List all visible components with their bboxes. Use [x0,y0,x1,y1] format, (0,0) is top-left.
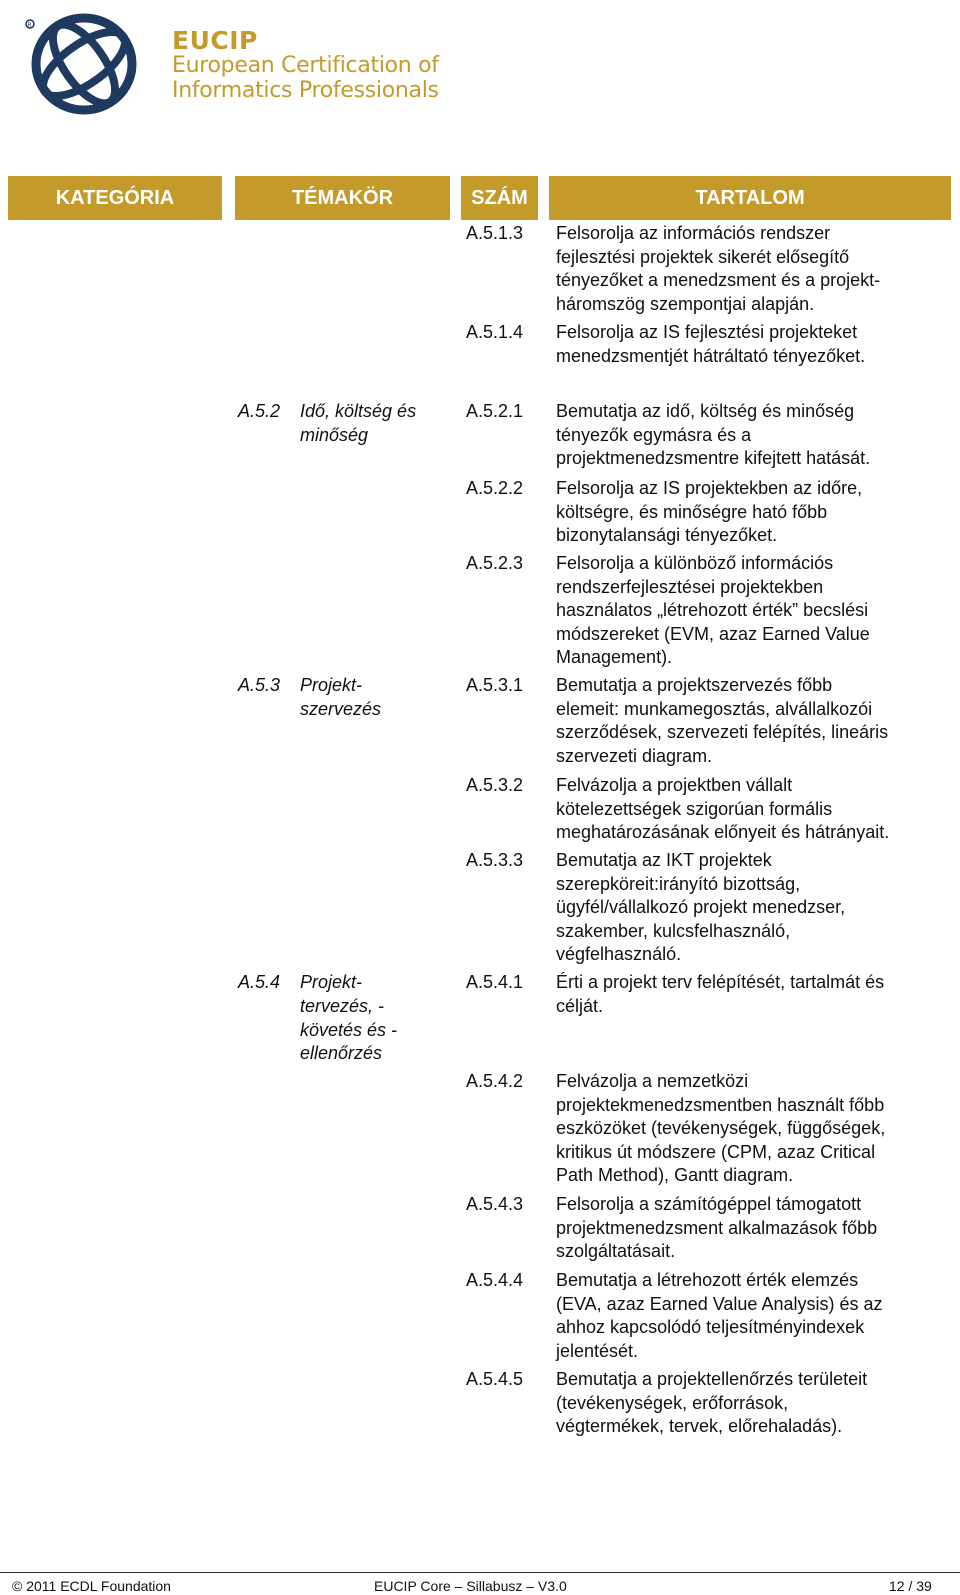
header-kategoria: KATEGÓRIA [8,176,222,220]
logo-subtitle-2: Informatics Professionals [172,78,439,103]
svg-text:R: R [27,22,32,29]
item-text-line: Bemutatja az idő, költség és minőség [556,401,855,421]
item-code: A.5.1.4 [466,322,524,342]
item-text-line: Felsorolja az IS projektekben az időre, [556,478,863,498]
item-text-line: Felvázolja a nemzetközi [556,1071,749,1091]
topic-code: A.5.3 [238,675,281,695]
item-text-line: szerepköreit:irányító bizottság, [556,873,801,894]
topic-title-line: Projekt- [300,972,363,992]
item-text-line: tényezőket a menedzsment és a projekt- [556,270,881,290]
item-text-line: jelentését. [556,1340,639,1361]
header-tartalom: TARTALOM [549,176,951,220]
item-code: A.5.4.5 [466,1369,524,1389]
topic-title-line: Projekt- [300,675,363,695]
item-text-line: bizonytalansági tényezőket. [556,525,778,545]
item-text-line: meghatározásának előnyeit és hátrányait. [556,822,890,842]
topic-title-line: követés és - [300,1020,398,1040]
item-text-line: projektekmenedzsmentben használt főbb [556,1094,885,1115]
item-text-line: Path Method), Gantt diagram. [556,1165,794,1185]
header-szam: SZÁM [461,176,538,220]
item-text-line: Bemutatja a projektszervezés főbb [556,675,833,695]
item-code: A.5.3.1 [466,675,524,695]
item-text-line: Felsorolja a különböző információs [556,553,834,573]
item-text-line: szolgáltatásait. [556,1241,676,1261]
item-code: A.5.3.2 [466,775,524,795]
item-code: A.5.3.3 [466,850,524,870]
item-text-line: fejlesztési projektek sikerét elősegítő [556,246,850,267]
item-text-line: Felsorolja a számítógéppel támogatott [556,1194,862,1214]
item-text-line: elemeit: munkamegosztás, alvállalkozói [556,698,873,719]
item-text-line: költségre, és minőségre ható főbb [556,501,828,522]
footer-copyright: © 2011 ECDL Foundation [12,1578,171,1594]
item-text-line: rendszerfejlesztései projektekben [556,576,824,597]
item-text-line: Felsorolja az IS fejlesztési projekteket [556,322,858,342]
topic-title-line: Idő, költség és [300,401,417,421]
item-text-line: menedzsmentjét hátráltató tényezőket. [556,345,866,366]
footer-divider [0,1572,960,1573]
topic-title-line: szervezés [300,699,382,719]
topic-code: A.5.2 [238,401,281,421]
eucip-logo [22,8,482,118]
item-text-line: módszereket (EVM, azaz Earned Value [556,623,870,644]
item-code: A.5.4.4 [466,1270,524,1290]
item-code: A.5.4.3 [466,1194,524,1214]
item-code: A.5.2.2 [466,478,524,498]
item-text-line: ügyfél/vállalkozó projekt menedzser, [556,897,846,917]
item-text-line: eszközöket (tevékenységek, függőségek, [556,1118,886,1138]
item-text-line: Bemutatja a projektellenőrzés területeit [556,1369,868,1389]
globe-icon [22,8,142,118]
topic-title-line: tervezés, - [300,996,385,1016]
item-text-line: kötelezettségek szigorúan formális [556,798,833,819]
item-text-line: háromszög szempontjai alapján. [556,293,815,314]
item-text-line: szervezeti diagram. [556,745,713,766]
item-code: A.5.2.3 [466,553,524,573]
item-text-line: végfelhasználó. [556,944,682,964]
item-text-line: Bemutatja az IKT projektek [556,850,772,870]
item-text-line: Management). [556,647,673,667]
item-text-line: kritikus út módszere (CPM, azaz Critical [556,1141,876,1162]
item-text-line: célját. [556,995,604,1016]
item-text-line: szerződések, szervezeti felépítés, lineáris [556,722,889,742]
topic-title-line: minőség [300,425,369,445]
item-text-line: szakember, kulcsfelhasználó, [556,920,791,941]
item-text-line: (tevékenységek, erőforrások, [556,1392,789,1413]
logo-subtitle-1: European Certification of [172,53,439,78]
footer-title: EUCIP Core – Sillabusz – V3.0 [374,1578,567,1594]
item-text-line: Érti a projekt terv felépítését, tartalmát és [556,972,885,992]
item-text-line: projektmenedzsmentre kifejtett hatását. [556,448,871,468]
item-text-line: végtermékek, tervek, előrehaladás). [556,1416,843,1436]
item-text-line: projektmenedzsment alkalmazások főbb [556,1217,878,1238]
item-text-line: Bemutatja a létrehozott érték elemzés [556,1270,859,1290]
item-text-line: használatos „létrehozott érték” becslési [556,600,869,620]
item-text-line: ahhoz kapcsolódó teljesítményindexek [556,1317,865,1337]
item-text-line: Felsorolja az információs rendszer [556,223,831,243]
item-text-line: Felvázolja a projektben vállalt [556,775,793,795]
footer-page-number: 12 / 39 [889,1578,932,1594]
logo-title: EUCIP [172,26,258,55]
topic-code: A.5.4 [238,972,281,992]
item-code: A.5.4.2 [466,1071,524,1091]
header-temakor: TÉMAKÖR [235,176,450,220]
item-text-line: tényezők egymásra és a [556,424,752,445]
item-code: A.5.1.3 [466,223,524,243]
item-text-line: (EVA, azaz Earned Value Analysis) és az [556,1293,883,1314]
topic-title-line: ellenőrzés [300,1043,383,1063]
item-code: A.5.4.1 [466,972,524,992]
item-code: A.5.2.1 [466,401,524,421]
